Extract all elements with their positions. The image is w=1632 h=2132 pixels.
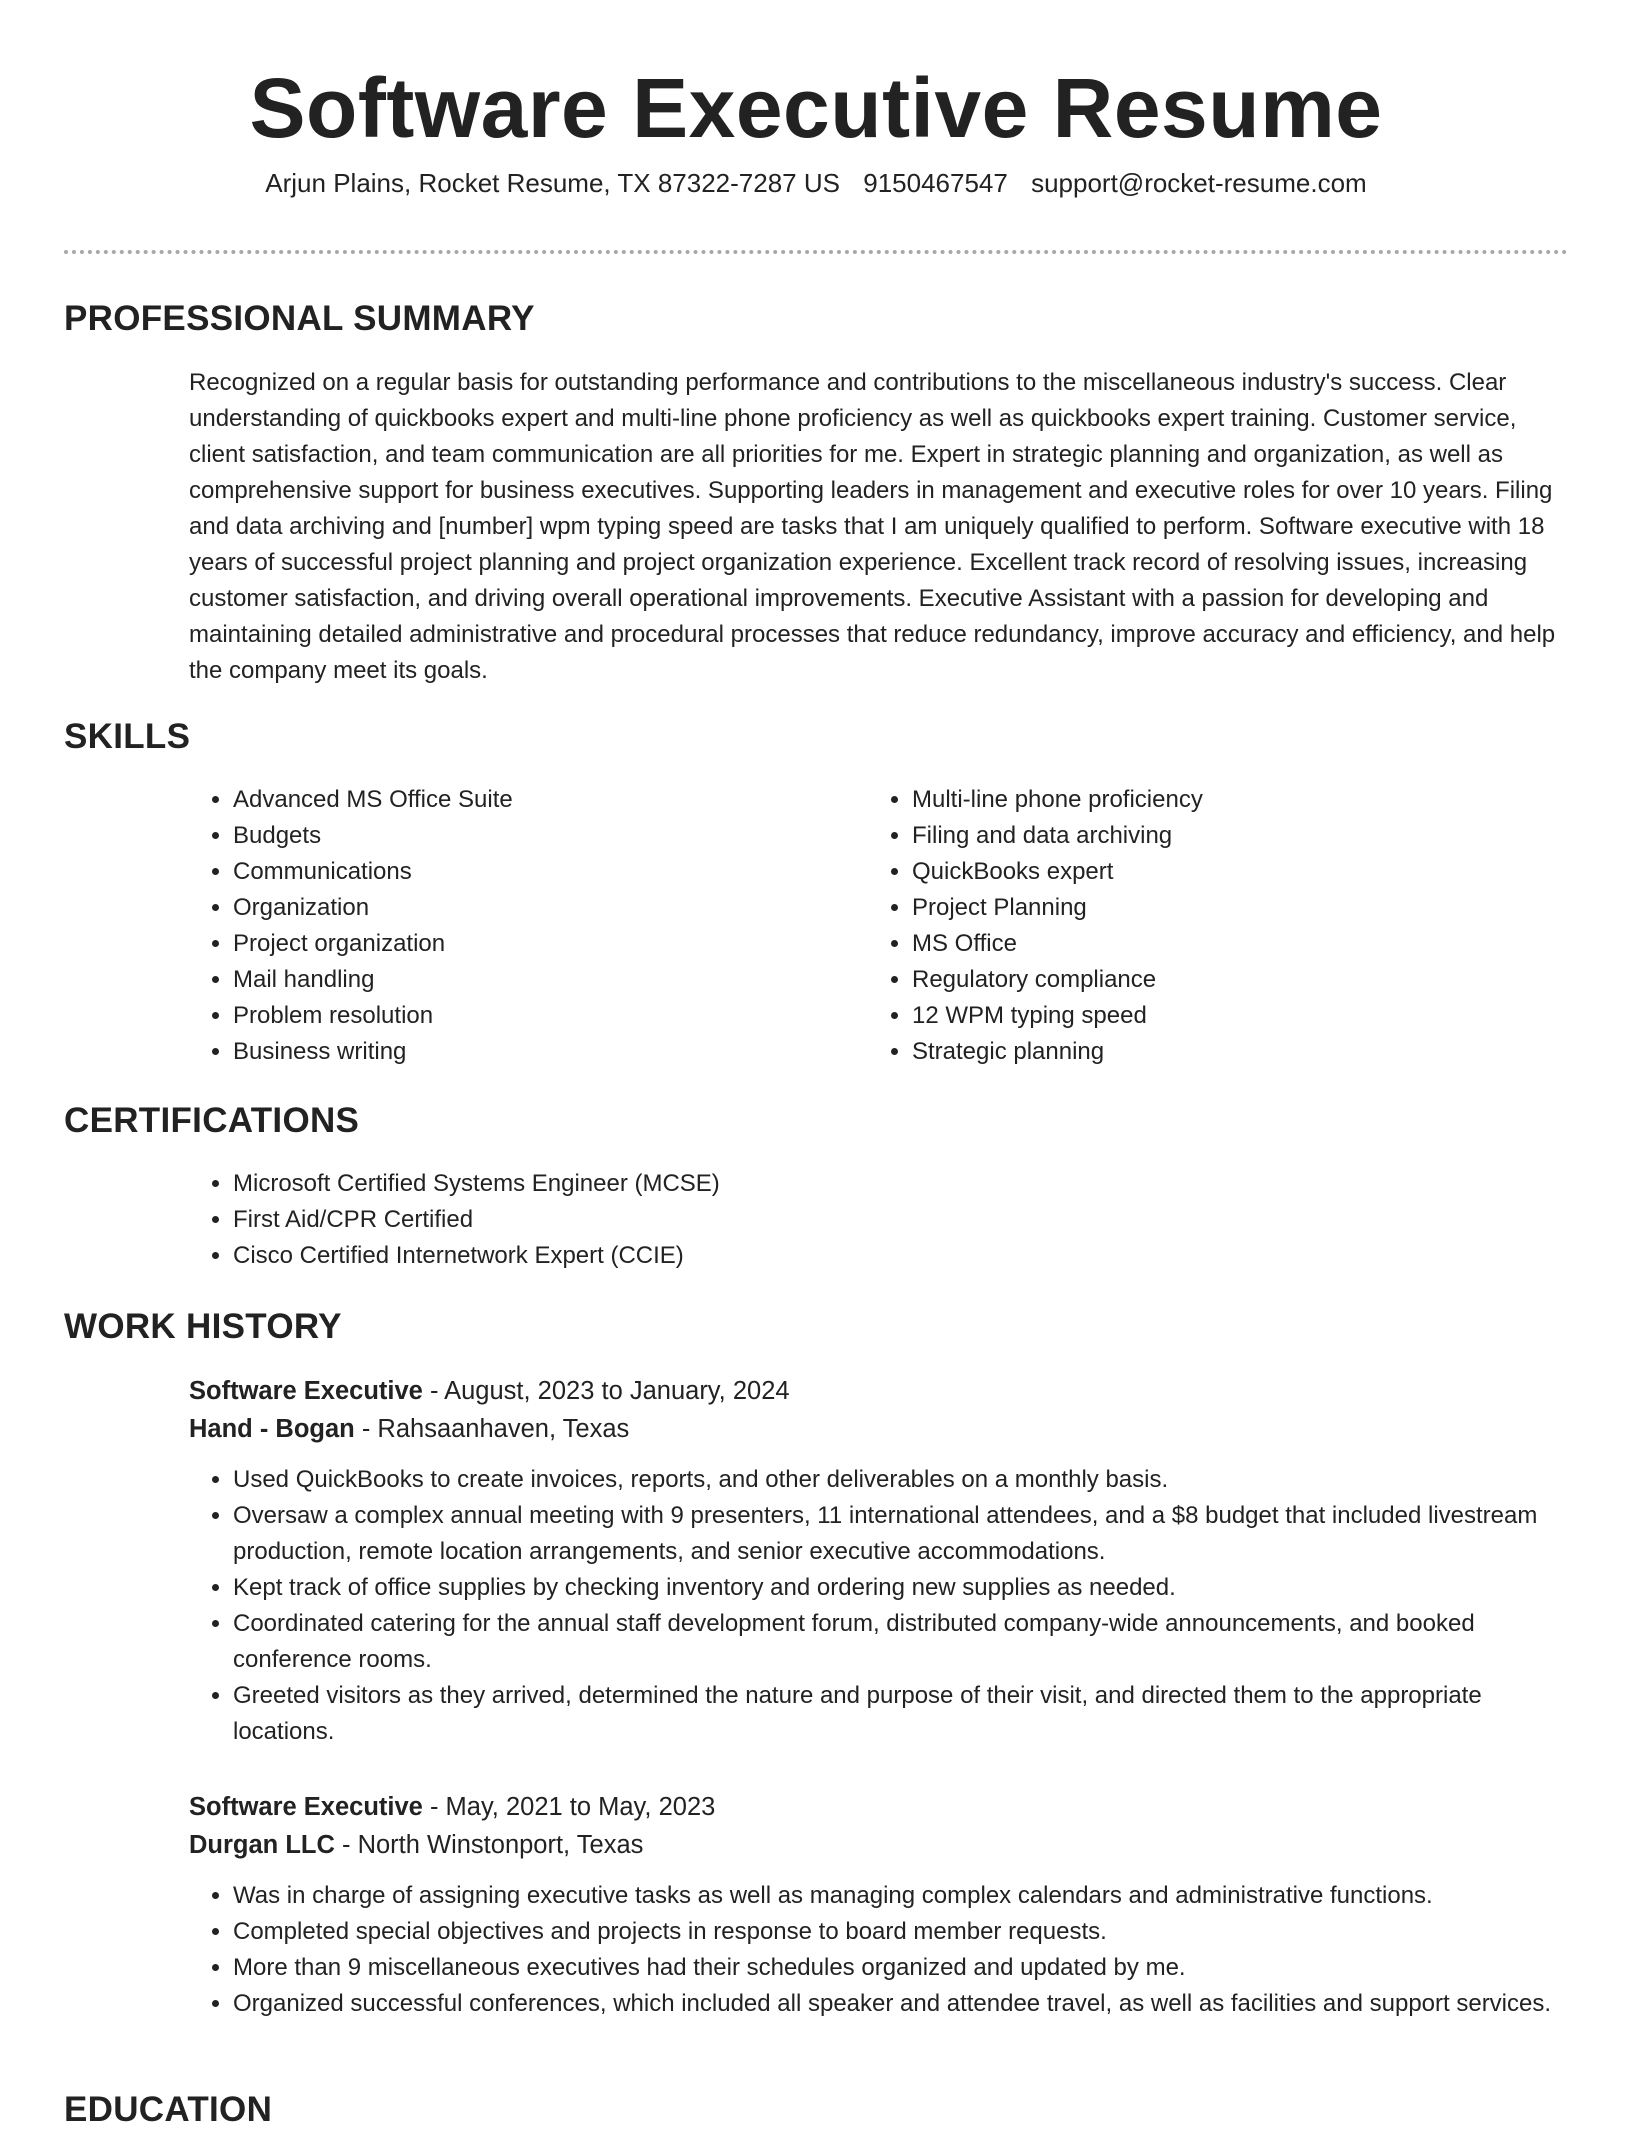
job-duty: • More than 9 miscellaneous executives had their schedules organized and updated by me. [233, 1950, 1568, 1986]
skill-item: • Regulatory compliance [912, 962, 1518, 998]
certifications-list [189, 1166, 1489, 1274]
job-title-line [189, 1788, 1568, 1826]
job-title: Software Executive [189, 1793, 423, 1821]
skill-item: • Problem resolution [233, 998, 839, 1034]
skill-item: • Multi-line phone proficiency [912, 782, 1518, 818]
job-company-line [189, 1410, 1568, 1448]
job-entry [189, 1372, 1568, 1750]
job-dates: - May, 2021 to May, 2023 [422, 1793, 716, 1821]
skill-item: • QuickBooks expert [912, 854, 1518, 890]
skill-item: • Project Planning [912, 890, 1518, 926]
certification-item: • Cisco Certified Internetwork Expert (CCIE) [233, 1238, 1489, 1274]
certification-item: • Microsoft Certified Systems Engineer (MCSE) [233, 1166, 1489, 1202]
summary-text: Recognized on a regular basis for outstanding performance and contributions to the miscellaneous industry's success. Clear understanding of quickbooks expert and multi-line phone proficiency as well as quickbooks expert training. Customer service, client satisfaction, and team communication are all priorities for me. Expert in strategic planning and organization, as well as comprehensive support for business executives. Supporting leaders in management and executive roles for over 10 years. Filing and data archiving and [number] wpm typing speed are tasks that I am uniquely qualified to perform. Software executive with 18 years of successful project planning and project organization experience. Excellent track record of resolving issues, increasing customer satisfaction, and driving overall operational improvements. Executive Assistant with a passion for developing and maintaining detailed administrative and procedural processes that reduce redundancy, improve accuracy and efficiency, and help the company meet its goals. [189, 369, 1556, 684]
job-dates: - August, 2023 to January, 2024 [422, 1377, 790, 1405]
certifications-heading: CERTIFICATIONS [64, 1101, 360, 1140]
job-duty: • Oversaw a complex annual meeting with 9 presenters, 11 international attendees, and a $8 budget that included livestream production, remote location arrangements, and senior executive accommodations. [233, 1498, 1568, 1570]
education-heading: EDUCATION [64, 2090, 273, 2129]
job-entry [189, 1788, 1568, 2022]
job-duties [189, 1462, 1568, 1750]
skill-item: • MS Office [912, 926, 1518, 962]
contact-address: Arjun Plains, Rocket Resume, TX 87322-7287 US [265, 168, 840, 198]
skill-item: • Organization [233, 890, 839, 926]
certification-item: • First Aid/CPR Certified [233, 1202, 1489, 1238]
job-location: - North Winstonport, Texas [334, 1831, 644, 1859]
job-duty: • Completed special objectives and projects in response to board member requests. [233, 1914, 1568, 1950]
job-duties [189, 1878, 1568, 2022]
summary-heading: PROFESSIONAL SUMMARY [64, 299, 535, 338]
skill-item: • Communications [233, 854, 839, 890]
header-divider [64, 250, 1568, 254]
job-duty: • Organized successful conferences, which included all speaker and attendee travel, as well as facilities and support services. [233, 1986, 1568, 2022]
job-title: Software Executive [189, 1377, 423, 1405]
job-title-line [189, 1372, 1568, 1410]
job-duty: • Kept track of office supplies by checking inventory and ordering new supplies as needed. [233, 1570, 1568, 1606]
skill-item: • Mail handling [233, 962, 839, 998]
job-duty: • Coordinated catering for the annual staff development forum, distributed company-wide announcements, and booked conference rooms. [233, 1606, 1568, 1678]
skills-heading: SKILLS [64, 717, 191, 756]
contact-phone: 9150467547 [863, 168, 1008, 198]
job-duty: • Was in charge of assigning executive tasks as well as managing complex calendars and administrative functions. [233, 1878, 1568, 1914]
job-location: - Rahsaanhaven, Texas [354, 1415, 630, 1443]
skill-item: • 12 WPM typing speed [912, 998, 1518, 1034]
skill-item: • Project organization [233, 926, 839, 962]
contact-email: support@rocket-resume.com [1031, 168, 1367, 198]
skill-item: • Strategic planning [912, 1034, 1518, 1070]
job-company: Durgan LLC [189, 1831, 335, 1859]
skills-list-right [868, 782, 1518, 1070]
skills-list-left [189, 782, 839, 1070]
skill-item: • Filing and data archiving [912, 818, 1518, 854]
work-history-heading: WORK HISTORY [64, 1307, 342, 1346]
skill-item: • Advanced MS Office Suite [233, 782, 839, 818]
contact-info [0, 166, 1632, 200]
resume-title: Software Executive Resume [249, 61, 1383, 155]
job-duty: • Used QuickBooks to create invoices, reports, and other deliverables on a monthly basis. [233, 1462, 1568, 1498]
job-company-line [189, 1826, 1568, 1864]
job-company: Hand - Bogan [189, 1415, 355, 1443]
skill-item: • Business writing [233, 1034, 839, 1070]
skill-item: • Budgets [233, 818, 839, 854]
job-duty: • Greeted visitors as they arrived, determined the nature and purpose of their visit, and directed them to the appropriate locations. [233, 1678, 1568, 1750]
